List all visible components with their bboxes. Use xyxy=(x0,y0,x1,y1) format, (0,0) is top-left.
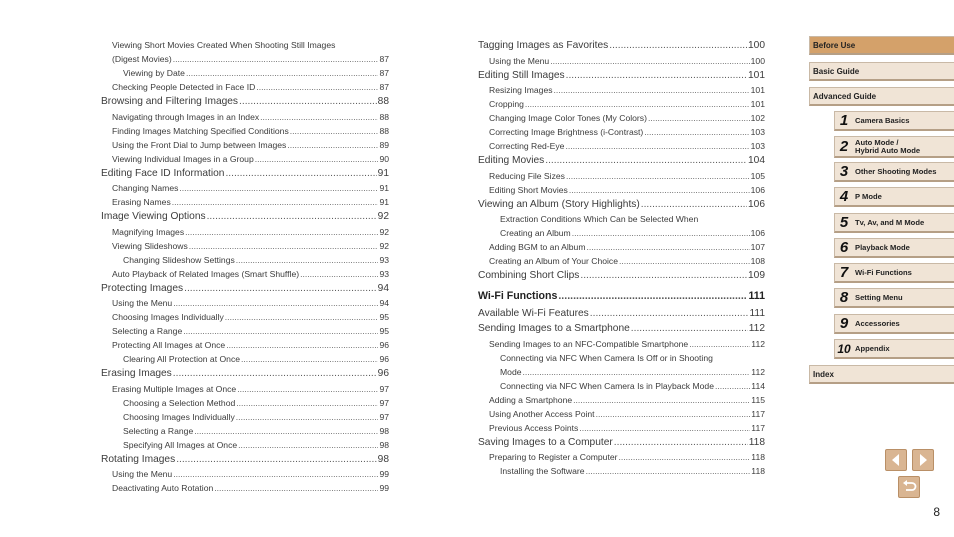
toc-entry-title: Selecting a Range xyxy=(123,425,194,436)
toc-page-number: 88 xyxy=(379,125,389,136)
toc-leader-dots xyxy=(573,393,750,407)
toc-entry-title: Rotating Images xyxy=(101,453,176,465)
toc-leader-dots xyxy=(214,481,378,495)
toc-leader-dots xyxy=(225,310,379,324)
toc-entry-title: Preparing to Register a Computer xyxy=(489,452,618,462)
toc-leader-dots xyxy=(241,352,378,366)
sidebar-chapter-4[interactable] xyxy=(834,187,954,207)
return-button[interactable] xyxy=(898,476,920,498)
toc-page-number: 97 xyxy=(379,411,389,422)
toc-leader-dots xyxy=(609,38,747,54)
toc-leader-dots xyxy=(239,94,377,110)
toc-entry-title: Creating an Album xyxy=(500,228,571,238)
toc-leader-dots xyxy=(236,410,379,424)
toc-entry[interactable] xyxy=(478,212,765,226)
toc-entry[interactable] xyxy=(101,80,389,94)
toc-page-number: 87 xyxy=(379,54,389,64)
toc-entry[interactable] xyxy=(478,38,765,54)
toc-page-number: 97 xyxy=(379,397,389,408)
page-number: 8 xyxy=(933,505,940,519)
sidebar-tab-index[interactable] xyxy=(809,365,954,384)
toc-entry-title: Installing the Software xyxy=(500,466,585,476)
toc-page-number: 99 xyxy=(379,483,389,493)
toc-leader-dots xyxy=(558,287,747,306)
toc-page-number: 115 xyxy=(751,394,765,405)
toc-leader-dots xyxy=(207,209,377,225)
sidebar-chapter-9[interactable] xyxy=(834,314,954,334)
toc-page-number: 101 xyxy=(750,85,765,95)
toc-entry-title: Adding a Smartphone xyxy=(489,394,573,405)
toc-entry-title: Connecting via NFC When Camera Is in Playback Mode xyxy=(500,380,714,391)
toc-entry-title: Changing Slideshow Settings xyxy=(123,254,235,265)
toc-entry-title: Using the Front Dial to Jump between Images xyxy=(112,139,287,150)
toc-page-number: 92 xyxy=(379,240,389,251)
toc-leader-dots xyxy=(580,268,747,284)
toc-right-column xyxy=(478,38,765,478)
toc-entry-title: Correcting Red-Eye xyxy=(489,141,565,151)
toc-entry-title: Viewing Slideshows xyxy=(112,240,188,251)
toc-entry[interactable] xyxy=(101,366,389,382)
sidebar-chapter-2[interactable] xyxy=(834,136,954,158)
toc-leader-dots xyxy=(523,365,751,379)
toc-page-number: 118 xyxy=(751,466,765,476)
toc-leader-dots xyxy=(648,111,750,125)
toc-entry-title: Browsing and Filtering Images xyxy=(101,96,239,107)
toc-page-number: 91 xyxy=(379,197,389,207)
toc-page-number: 111 xyxy=(749,307,765,319)
chapter-number: 7 xyxy=(839,264,849,281)
toc-entry[interactable] xyxy=(478,169,765,183)
return-arrow-icon xyxy=(899,477,919,497)
toc-entry-title: Protecting All Images at Once xyxy=(112,340,226,350)
toc-leader-dots xyxy=(545,153,747,169)
toc-entry-title: Wi-Fi Functions xyxy=(478,289,558,302)
toc-entry-title: Using the Menu xyxy=(489,55,550,66)
toc-entry-title: Resizing Images xyxy=(489,85,553,95)
toc-entry[interactable] xyxy=(101,166,389,182)
sidebar-tab-basic-guide[interactable] xyxy=(809,62,954,81)
toc-entry[interactable] xyxy=(478,68,765,84)
chapter-label: Setting Menu xyxy=(855,292,903,302)
toc-leader-dots xyxy=(194,424,378,438)
toc-entry-title: Viewing an Album (Story Highlights) xyxy=(478,198,640,210)
toc-page-number: 98 xyxy=(379,439,389,450)
toc-page-number: 104 xyxy=(748,155,765,166)
toc-page-number: 105 xyxy=(750,170,765,181)
toc-entry[interactable] xyxy=(101,382,389,396)
toc-page-number: 91 xyxy=(379,183,389,193)
toc-leader-dots xyxy=(183,324,378,338)
toc-entry-title: Adding BGM to an Album xyxy=(489,242,586,252)
toc-entry-title: (Digest Movies) xyxy=(112,54,172,64)
chapter-label: Playback Mode xyxy=(855,242,910,252)
toc-entry-title: Tagging Images as Favorites xyxy=(478,40,609,51)
next-page-button[interactable] xyxy=(912,449,934,471)
toc-entry-title: Using Another Access Point xyxy=(489,408,595,419)
toc-leader-dots xyxy=(689,337,750,351)
toc-page-number: 94 xyxy=(377,282,389,294)
toc-page-number: 103 xyxy=(750,141,765,151)
toc-page-number: 99 xyxy=(379,469,389,479)
toc-entry-title: Creating an Album of Your Choice xyxy=(489,256,618,266)
chapter-label: Tv, Av, and M Mode xyxy=(855,217,925,227)
toc-page-number: 106 xyxy=(750,184,765,195)
toc-leader-dots xyxy=(550,54,749,68)
toc-page-number: 106 xyxy=(748,198,765,210)
toc-entry[interactable] xyxy=(478,139,765,153)
toc-page-number: 92 xyxy=(379,226,389,237)
chapter-label-line1: Auto Mode / xyxy=(855,137,899,147)
toc-page-number: 103 xyxy=(750,127,765,137)
toc-leader-dots xyxy=(619,450,751,464)
toc-leader-dots xyxy=(172,195,379,209)
toc-leader-dots xyxy=(590,306,749,322)
toc-entry[interactable] xyxy=(478,450,765,464)
toc-entry-title: Available Wi-Fi Features xyxy=(478,307,589,319)
toc-leader-dots xyxy=(238,438,378,452)
toc-page-number: 87 xyxy=(379,82,389,92)
toc-entry-title: Previous Access Points xyxy=(489,422,579,433)
toc-leader-dots xyxy=(225,166,376,182)
chapter-number: 6 xyxy=(839,239,849,256)
toc-leader-dots xyxy=(179,181,378,195)
toc-leader-dots xyxy=(236,253,379,267)
toc-entry[interactable] xyxy=(101,110,389,124)
toc-leader-dots xyxy=(566,68,747,84)
toc-leader-dots xyxy=(631,321,748,337)
toc-page-number: 112 xyxy=(751,338,765,349)
toc-entry[interactable] xyxy=(101,253,389,267)
sidebar-tab-advanced-guide[interactable] xyxy=(809,87,954,106)
toc-page-number: 87 xyxy=(379,68,389,78)
toc-entry[interactable] xyxy=(478,54,765,68)
arrow-left-icon xyxy=(886,450,906,470)
toc-entry[interactable] xyxy=(478,153,765,169)
toc-entry[interactable] xyxy=(101,239,389,253)
toc-entry-title: Mode xyxy=(500,366,522,377)
toc-entry[interactable] xyxy=(101,195,389,209)
chapter-label: Wi-Fi Functions xyxy=(855,267,912,277)
toc-leader-dots xyxy=(173,296,378,310)
toc-entry-title: Correcting Image Brightness (i-Contrast) xyxy=(489,127,644,137)
chapter-number: 8 xyxy=(839,289,849,306)
toc-leader-dots xyxy=(566,169,750,183)
toc-entry[interactable] xyxy=(101,138,389,152)
toc-entry[interactable] xyxy=(478,240,765,254)
sidebar-tab-label: Basic Guide xyxy=(813,67,860,76)
toc-leader-dots xyxy=(226,338,378,352)
toc-page-number: 96 xyxy=(379,354,389,364)
toc-leader-dots xyxy=(173,52,379,66)
toc-entry[interactable] xyxy=(478,351,765,365)
toc-entry-title: Navigating through Images in an Index xyxy=(112,111,260,122)
toc-entry-title: Erasing Multiple Images at Once xyxy=(112,383,237,394)
toc-entry-title: Using the Menu xyxy=(112,469,173,479)
toc-leader-dots xyxy=(525,97,750,111)
toc-page-number: 108 xyxy=(750,256,765,266)
toc-entry-title: Auto Playback of Related Images (Smart Shuffle) xyxy=(112,268,300,279)
toc-entry[interactable] xyxy=(478,287,765,306)
toc-page-number: 96 xyxy=(377,368,389,379)
toc-entry[interactable] xyxy=(478,393,765,407)
toc-entry[interactable] xyxy=(101,338,389,352)
toc-leader-dots xyxy=(287,138,378,152)
toc-page-number: 112 xyxy=(748,323,765,334)
previous-page-button[interactable] xyxy=(885,449,907,471)
toc-leader-dots xyxy=(186,66,378,80)
toc-entry[interactable] xyxy=(101,38,389,52)
toc-leader-dots xyxy=(255,152,379,166)
toc-entry[interactable] xyxy=(478,337,765,351)
toc-page-number: 107 xyxy=(750,242,765,252)
toc-entry[interactable] xyxy=(101,66,389,80)
toc-page-number: 91 xyxy=(377,167,389,179)
toc-entry-title: Extraction Conditions Which Can be Selected When xyxy=(500,214,699,224)
toc-entry-title: Editing Movies xyxy=(478,155,545,166)
toc-leader-dots xyxy=(256,80,378,94)
toc-entry[interactable] xyxy=(101,181,389,195)
toc-entry-title: Viewing by Date xyxy=(123,68,185,78)
toc-entry-title: Checking People Detected in Face ID xyxy=(112,82,256,92)
toc-leader-dots xyxy=(236,396,378,410)
toc-page-number: 95 xyxy=(379,312,389,322)
toc-page-number: 117 xyxy=(751,422,765,433)
toc-page-number: 112 xyxy=(751,366,765,377)
toc-leader-dots xyxy=(189,239,379,253)
sidebar-chapter-5[interactable] xyxy=(834,213,954,233)
toc-entry-title: Choosing Images Individually xyxy=(123,411,235,422)
toc-entry-title: Editing Still Images xyxy=(478,69,565,81)
toc-leader-dots xyxy=(587,240,750,254)
toc-entry[interactable] xyxy=(101,452,389,468)
toc-page-number: 93 xyxy=(379,268,389,279)
toc-entry[interactable] xyxy=(478,268,765,284)
toc-leader-dots xyxy=(554,83,750,97)
toc-entry[interactable] xyxy=(101,481,389,495)
toc-entry[interactable] xyxy=(101,281,389,297)
toc-entry-title: Editing Short Movies xyxy=(489,184,568,195)
toc-leader-dots xyxy=(644,125,749,139)
toc-entry[interactable] xyxy=(101,467,389,481)
toc-entry[interactable] xyxy=(101,324,389,338)
toc-page-number: 88 xyxy=(379,111,389,122)
toc-entry-title: Sending Images to a Smartphone xyxy=(478,323,630,334)
toc-entry[interactable] xyxy=(478,197,765,213)
chapter-number: 1 xyxy=(839,112,849,129)
toc-entry-title: Erasing Names xyxy=(112,197,171,207)
toc-page-number: 111 xyxy=(748,289,765,302)
toc-leader-dots xyxy=(619,254,750,268)
toc-page-number: 100 xyxy=(748,40,765,51)
sidebar-chapter-6[interactable] xyxy=(834,238,954,258)
toc-entry-title: Magnifying Images xyxy=(112,226,185,237)
toc-entry-title: Reducing File Sizes xyxy=(489,170,565,181)
toc-entry-title: Image Viewing Options xyxy=(101,211,206,222)
chapter-number: 10 xyxy=(837,341,851,356)
toc-leader-dots xyxy=(565,139,749,153)
toc-leader-dots xyxy=(300,267,378,281)
toc-entry-title: Changing Names xyxy=(112,183,179,193)
toc-entry-title: Using the Menu xyxy=(112,298,173,308)
toc-entry-title: Editing Face ID Information xyxy=(101,167,225,179)
chapter-number: 9 xyxy=(839,315,849,332)
toc-page-number: 100 xyxy=(750,55,765,66)
toc-entry[interactable] xyxy=(101,124,389,138)
toc-entry[interactable] xyxy=(478,365,765,379)
toc-entry-title: Deactivating Auto Rotation xyxy=(112,483,214,493)
sidebar-chapter-3[interactable] xyxy=(834,162,954,182)
toc-entry[interactable] xyxy=(478,379,765,393)
toc-page-number: 97 xyxy=(379,383,389,394)
toc-entry-title: Sending Images to an NFC-Compatible Smartphone xyxy=(489,338,689,349)
toc-leader-dots xyxy=(572,226,750,240)
toc-entry[interactable] xyxy=(101,225,389,239)
toc-entry[interactable] xyxy=(101,209,389,225)
toc-entry-title: Protecting Images xyxy=(101,282,184,294)
toc-leader-dots xyxy=(579,421,750,435)
toc-leader-dots xyxy=(641,197,747,213)
sidebar-chapter-1[interactable] xyxy=(834,111,954,131)
toc-leader-dots xyxy=(173,366,377,382)
toc-leader-dots xyxy=(614,435,748,451)
toc-page-number: 94 xyxy=(379,298,389,308)
toc-entry[interactable] xyxy=(478,407,765,421)
toc-entry[interactable] xyxy=(478,125,765,139)
sidebar-tab-label: Advanced Guide xyxy=(813,92,877,101)
toc-entry-title: Changing Image Color Tones (My Colors) xyxy=(489,113,647,123)
chapter-label: Other Shooting Modes xyxy=(855,166,937,176)
toc-page-number: 92 xyxy=(377,211,389,222)
toc-entry-title: Erasing Images xyxy=(101,368,172,379)
toc-entry[interactable] xyxy=(478,226,765,240)
toc-entry[interactable] xyxy=(478,435,765,451)
toc-entry-title: Viewing Individual Images in a Group xyxy=(112,153,254,164)
toc-entry[interactable] xyxy=(101,296,389,310)
toc-page-number: 95 xyxy=(379,326,389,336)
toc-entry[interactable] xyxy=(478,464,765,478)
chapter-label-line2: Hybrid Auto Mode xyxy=(855,145,921,155)
toc-entry-title: Clearing All Protection at Once xyxy=(123,354,241,364)
chapter-number: 4 xyxy=(839,188,849,205)
toc-page-number: 102 xyxy=(750,113,765,123)
toc-leader-dots xyxy=(185,225,378,239)
toc-page-number: 98 xyxy=(377,453,389,465)
toc-entry[interactable] xyxy=(101,310,389,324)
toc-entry[interactable] xyxy=(478,306,765,322)
toc-entry[interactable] xyxy=(478,183,765,197)
toc-entry-title: Choosing Images Individually xyxy=(112,312,224,322)
toc-leader-dots xyxy=(237,382,378,396)
toc-leader-dots xyxy=(290,124,379,138)
chapter-label: Appendix xyxy=(855,343,890,353)
toc-left-column xyxy=(101,38,389,495)
toc-entry-title: Saving Images to a Computer xyxy=(478,436,613,448)
toc-leader-dots xyxy=(596,407,751,421)
toc-entry[interactable] xyxy=(478,321,765,337)
toc-page-number: 101 xyxy=(748,69,765,81)
chapter-number: 5 xyxy=(839,214,849,231)
arrow-right-icon xyxy=(913,450,933,470)
toc-leader-dots xyxy=(715,379,750,393)
toc-page-number: 93 xyxy=(379,254,389,265)
toc-entry[interactable] xyxy=(101,396,389,410)
sidebar-chapter-7[interactable] xyxy=(834,263,954,283)
toc-entry[interactable] xyxy=(478,254,765,268)
chapter-label xyxy=(853,139,920,155)
toc-entry[interactable] xyxy=(478,421,765,435)
toc-entry[interactable] xyxy=(478,97,765,111)
toc-entry-title: Viewing Short Movies Created When Shooting Still Images xyxy=(112,40,336,50)
toc-leader-dots xyxy=(176,452,376,468)
toc-entry-title: Cropping xyxy=(489,99,524,109)
toc-entry[interactable] xyxy=(478,111,765,125)
toc-entry-title: Combining Short Clips xyxy=(478,270,580,281)
sidebar-chapter-10[interactable] xyxy=(834,339,954,359)
toc-entry[interactable] xyxy=(101,152,389,166)
toc-entry-title: Specifying All Images at Once xyxy=(123,439,238,450)
sidebar-tab-label: Index xyxy=(813,370,834,379)
toc-page-number: 90 xyxy=(379,153,389,164)
chapter-number: 2 xyxy=(839,138,849,155)
toc-leader-dots xyxy=(260,110,378,124)
chapter-label: Camera Basics xyxy=(855,115,910,125)
chapter-number: 3 xyxy=(839,163,849,180)
toc-entry[interactable] xyxy=(101,424,389,438)
toc-entry-title: Finding Images Matching Specified Conditions xyxy=(112,125,289,136)
toc-page-number: 89 xyxy=(379,139,389,150)
toc-page-number: 114 xyxy=(751,380,765,391)
toc-page-number: 109 xyxy=(748,270,765,281)
toc-leader-dots xyxy=(173,467,378,481)
toc-entry[interactable] xyxy=(101,267,389,281)
toc-entry[interactable] xyxy=(101,52,389,66)
toc-leader-dots xyxy=(184,281,377,297)
toc-entry[interactable] xyxy=(101,94,389,110)
sidebar-tab-before-use[interactable] xyxy=(809,36,954,55)
toc-entry-title: Selecting a Range xyxy=(112,326,183,336)
toc-page-number: 117 xyxy=(751,408,765,419)
sidebar-chapter-8[interactable] xyxy=(834,288,954,308)
toc-page-number: 118 xyxy=(751,452,765,462)
toc-entry[interactable] xyxy=(101,438,389,452)
toc-page-number: 118 xyxy=(748,436,765,448)
chapter-label: P Mode xyxy=(855,191,882,201)
toc-entry[interactable] xyxy=(101,352,389,366)
toc-entry[interactable] xyxy=(101,410,389,424)
toc-leader-dots xyxy=(586,464,751,478)
toc-page-number: 88 xyxy=(377,96,389,107)
toc-entry[interactable] xyxy=(478,83,765,97)
toc-page-number: 98 xyxy=(379,425,389,436)
toc-page-number: 106 xyxy=(750,228,765,238)
toc-page-number: 101 xyxy=(750,99,765,109)
toc-entry-title: Connecting via NFC When Camera Is Off or in Shooting xyxy=(500,352,713,363)
toc-entry-title: Choosing a Selection Method xyxy=(123,397,236,408)
toc-page-number: 96 xyxy=(379,340,389,350)
chapter-label: Accessories xyxy=(855,318,900,328)
sidebar-tab-label: Before Use xyxy=(813,41,856,50)
toc-leader-dots xyxy=(569,183,750,197)
